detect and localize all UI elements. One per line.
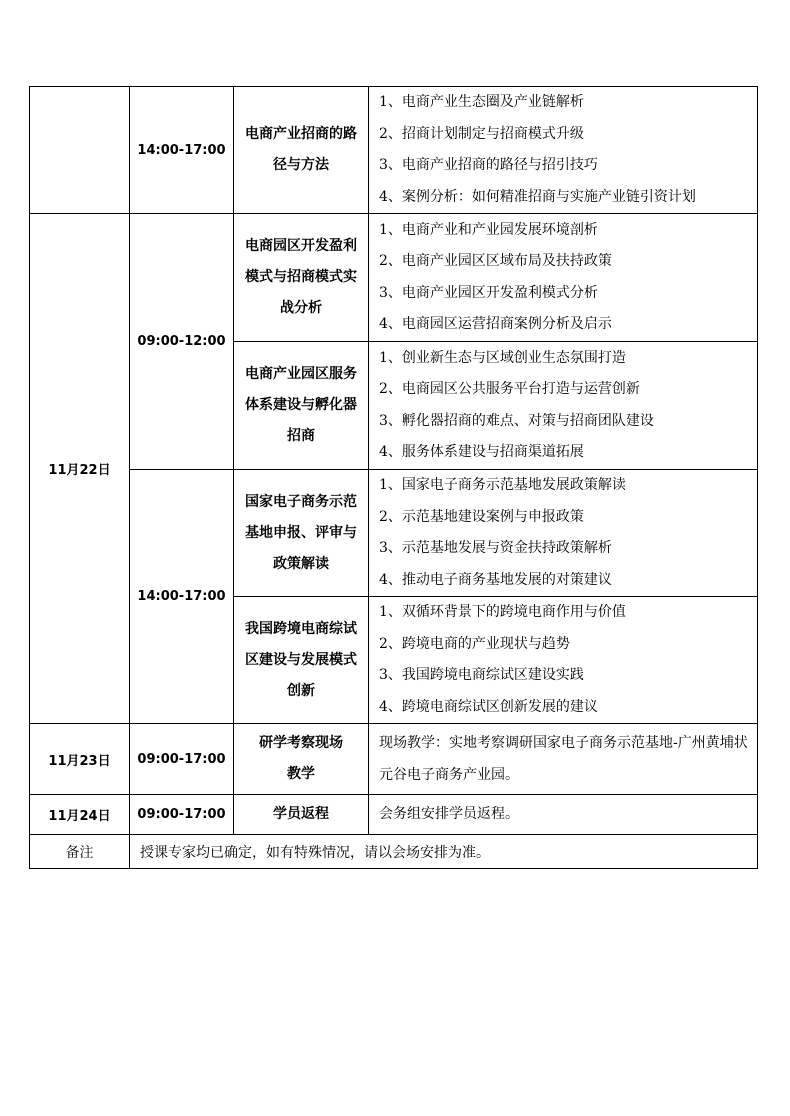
topic-cell: 我国跨境电商综试区建设与发展模式创新 [234, 597, 369, 724]
content-cell [369, 87, 758, 214]
date-cell-nov23: 11月23日 [30, 724, 130, 795]
content-item: 1、双循环背景下的跨境电商作用与价值 [379, 604, 626, 620]
date-cell-nov24: 11月24日 [30, 795, 130, 835]
content-item: 3、示范基地发展与资金扶持政策解析 [379, 540, 612, 556]
content-item: 2、跨境电商的产业现状与趋势 [379, 635, 570, 652]
table-row [30, 87, 758, 214]
time-cell-morning: 09:00-12:00 [130, 214, 234, 470]
table-row-note [30, 835, 758, 869]
content-cell [369, 342, 758, 470]
content-item: 4、电商园区运营招商案例分析及启示 [379, 316, 612, 332]
content-item: 3、我国跨境电商综试区建设实践 [379, 667, 584, 683]
topic-cell: 电商产业招商的路径与方法 [234, 87, 369, 214]
note-label: 备注 [30, 835, 130, 869]
content-item: 4、跨境电商综试区创新发展的建议 [379, 698, 598, 715]
topic-cell: 国家电子商务示范基地申报、评审与政策解读 [234, 470, 369, 597]
content-cell [369, 597, 758, 724]
topic-cell: 研学考察现场教学 [234, 724, 369, 795]
time-cell: 09:00-17:00 [130, 724, 234, 795]
content-item: 2、示范基地建设案例与申报政策 [379, 508, 584, 525]
content-cell [369, 214, 758, 342]
content-item: 2、招商计划制定与招商模式升级 [379, 125, 584, 142]
note-text: 授课专家均已确定，如有特殊情况，请以会场安排为准。 [130, 835, 758, 869]
table-row [30, 470, 758, 597]
table-row [30, 724, 758, 795]
content-item: 会务组安排学员返程。 [379, 805, 519, 822]
content-item: 4、案例分析：如何精准招商与实施产业链引资计划 [379, 188, 696, 205]
content-item: 3、孵化器招商的难点、对策与招商团队建设 [379, 412, 654, 429]
content-paragraph: 现场教学：实地考察调研国家电子商务示范基地-广州黄埔状元谷电子商务产业园。 [379, 735, 748, 783]
content-item: 1、电商产业和产业园发展环境剖析 [379, 221, 598, 238]
content-item: 3、电商产业招商的路径与招引技巧 [379, 157, 598, 173]
content-cell [369, 795, 758, 835]
topic-cell: 电商产业园区服务体系建设与孵化器招商 [234, 342, 369, 470]
content-item: 2、电商产业园区区域布局及扶持政策 [379, 253, 612, 269]
content-item: 1、创业新生态与区域创业生态氛围打造 [379, 349, 626, 366]
schedule-table [29, 86, 758, 869]
content-cell [369, 724, 758, 795]
topic-cell: 学员返程 [234, 795, 369, 835]
content-item: 1、国家电子商务示范基地发展政策解读 [379, 477, 626, 493]
time-cell: 09:00-17:00 [130, 795, 234, 835]
date-cell-nov22: 11月22日 [30, 214, 130, 724]
content-item: 1、电商产业生态圈及产业链解析 [379, 94, 584, 110]
content-item: 4、推动电子商务基地发展的对策建议 [379, 571, 612, 588]
time-cell-afternoon: 14:00-17:00 [130, 470, 234, 724]
table-row [30, 214, 758, 342]
content-item: 2、电商园区公共服务平台打造与运营创新 [379, 381, 640, 397]
content-item: 3、电商产业园区开发盈利模式分析 [379, 284, 598, 301]
content-cell [369, 470, 758, 597]
content-item: 4、服务体系建设与招商渠道拓展 [379, 444, 584, 460]
time-cell: 14:00-17:00 [130, 87, 234, 214]
topic-cell: 电商园区开发盈利模式与招商模式实战分析 [234, 214, 369, 342]
date-cell-empty [30, 87, 130, 214]
table-row [30, 795, 758, 835]
